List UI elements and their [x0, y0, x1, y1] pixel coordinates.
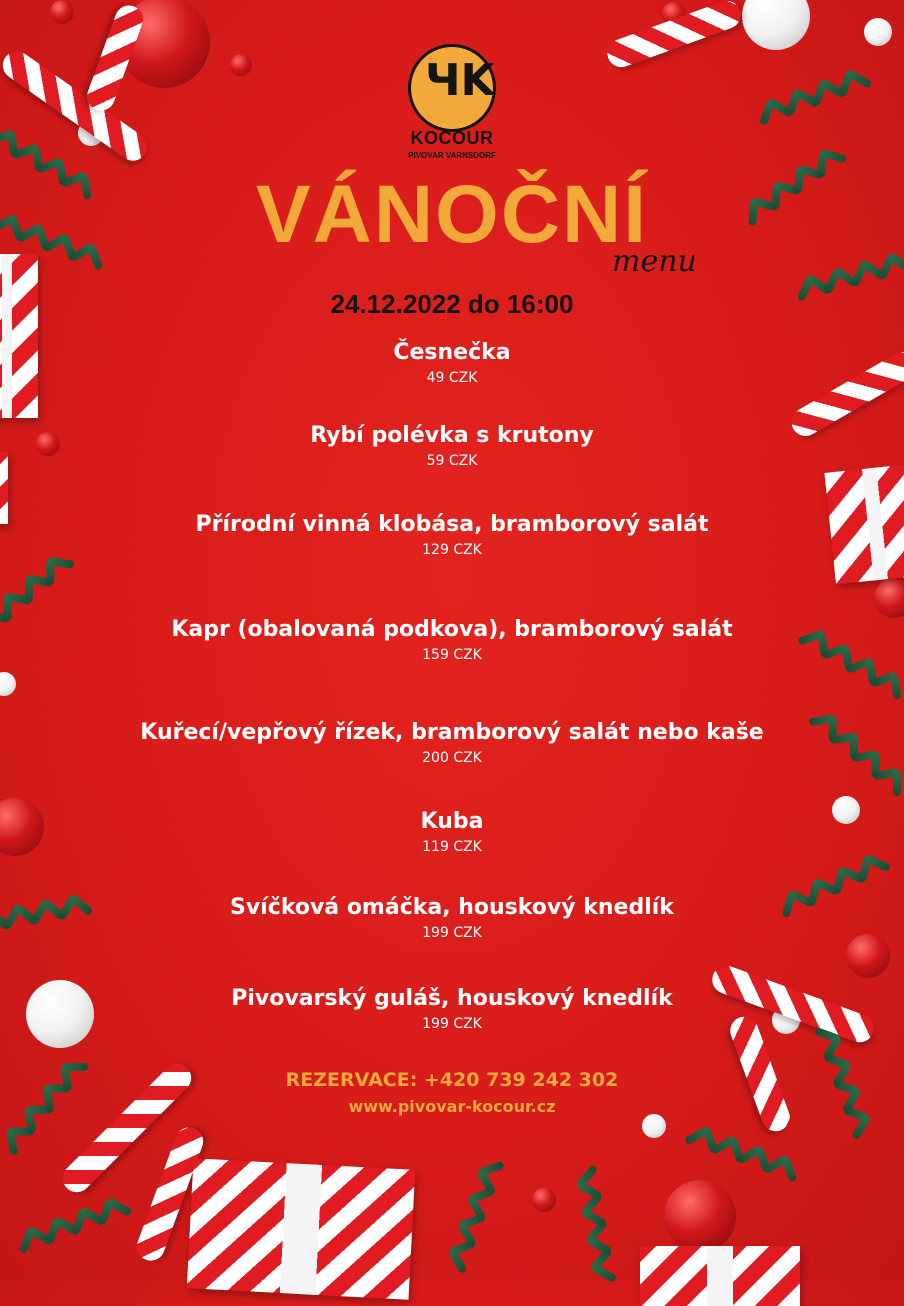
menu-item — [0, 510, 904, 560]
logo-name: KOCOUR — [410, 128, 494, 148]
menu-item — [0, 615, 904, 665]
menu-item-price: 49 CZK — [426, 370, 478, 386]
menu-item-price: 119 CZK — [422, 839, 482, 855]
menu-item-price: 159 CZK — [422, 647, 482, 663]
menu-date: 24.12.2022 do 16:00 — [330, 289, 574, 319]
menu-item-name: Kapr (obalovaná podkova), bramborový salát — [171, 617, 733, 642]
page-subtitle: menu — [612, 244, 697, 279]
menu-item-name: Kuba — [420, 809, 484, 834]
menu-item — [0, 421, 904, 471]
logo-subtitle: PIVOVAR VARNSDORF — [408, 151, 496, 160]
brewery-logo — [408, 44, 496, 132]
menu-item — [0, 807, 904, 857]
menu-item — [0, 984, 904, 1034]
menu-item-price: 200 CZK — [422, 750, 482, 766]
menu-item-price: 129 CZK — [422, 542, 482, 558]
menu-item-name: Pivovarský guláš, houskový knedlík — [231, 986, 673, 1011]
reservation-phone: REZERVACE: +420 739 242 302 — [285, 1069, 619, 1091]
menu-item-price: 199 CZK — [422, 925, 482, 941]
logo-mark: ЧK — [425, 55, 495, 106]
menu-item — [0, 718, 904, 768]
menu-item — [0, 338, 904, 388]
menu-item — [0, 893, 904, 943]
menu-item-name: Kuřecí/vepřový řízek, bramborový salát nebo kaše — [140, 720, 764, 745]
menu-item-name: Česnečka — [393, 340, 511, 365]
menu-item-name: Rybí polévka s krutony — [310, 423, 594, 448]
menu-item-name: Svíčková omáčka, houskový knedlík — [230, 895, 674, 920]
menu-item-price: 59 CZK — [426, 453, 478, 469]
website-link[interactable]: www.pivovar-kocour.cz — [348, 1097, 556, 1116]
menu-item-price: 199 CZK — [422, 1016, 482, 1032]
menu-item-name: Přírodní vinná klobása, bramborový salát — [195, 512, 709, 537]
page-title: VÁNOČNÍ — [255, 169, 649, 260]
